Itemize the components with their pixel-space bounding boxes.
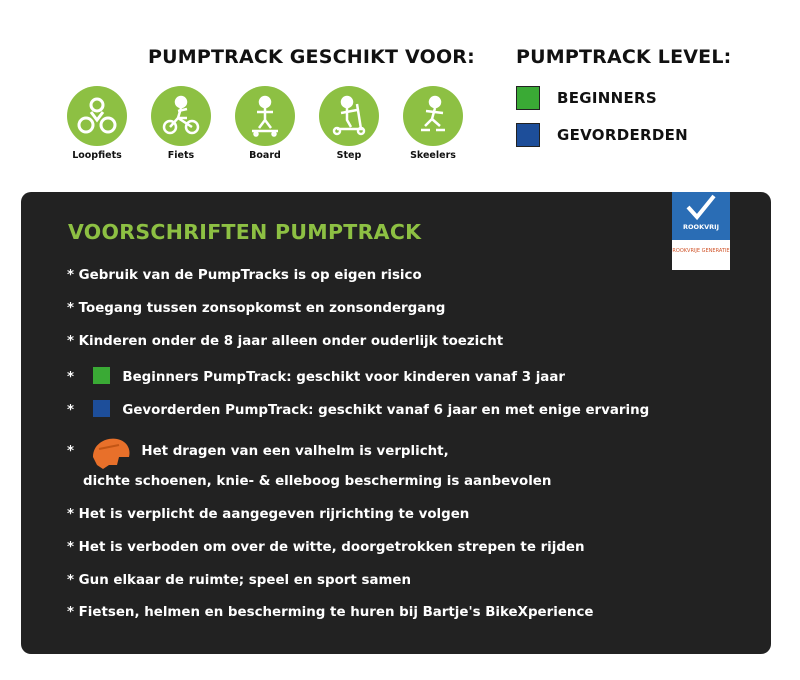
rules-panel — [21, 192, 771, 654]
badge-sub: ROOKVRIJE GENERATIE — [672, 248, 730, 254]
suit-item-loopfiets — [65, 86, 129, 161]
rule-asterisk: * — [67, 444, 75, 459]
level-label: GEVORDERDEN — [557, 126, 689, 144]
rule-item-beginners — [67, 367, 565, 385]
suitable-title: PUMPTRACK GESCHIKT VOOR: — [148, 46, 475, 68]
bicycle-icon — [151, 86, 211, 146]
rule-text: Het dragen van een valhelm is verplicht, — [141, 444, 449, 459]
rule-item: * Fietsen, helmen en bescherming te huren bij Bartje's BikeXperience — [67, 605, 594, 620]
inline-skates-icon — [403, 86, 463, 146]
suit-item-skeelers — [401, 86, 465, 161]
suit-label: Step — [336, 150, 362, 161]
rule-item-helmet — [67, 435, 449, 473]
suit-label: Loopfiets — [72, 150, 122, 161]
checkmark-icon — [684, 192, 718, 222]
blue-swatch — [516, 123, 540, 147]
green-swatch — [93, 367, 110, 384]
level-item-beginners — [516, 86, 657, 110]
rule-text: Beginners PumpTrack: geschikt voor kinderen vanaf 3 jaar — [122, 370, 565, 385]
rule-item: * Het is verboden om over de witte, doorgetrokken strepen te rijden — [67, 540, 585, 555]
level-item-gevorderden — [516, 123, 688, 147]
suit-item-fiets — [149, 86, 213, 161]
rule-item: * Gun elkaar de ruimte; speel en sport samen — [67, 573, 412, 588]
rule-item: * Kinderen onder de 8 jaar alleen onder ouderlijk toezicht — [67, 334, 504, 349]
rule-text: Gevorderden PumpTrack: geschikt vanaf 6 jaar en met enige ervaring — [122, 403, 650, 418]
balance-bike-icon — [67, 86, 127, 146]
panel-title: VOORSCHRIFTEN PUMPTRACK — [68, 220, 422, 244]
skateboard-icon — [235, 86, 295, 146]
rule-item-continued: dichte schoenen, knie- & elleboog bescherming is aanbevolen — [83, 474, 552, 489]
suit-item-step — [317, 86, 381, 161]
rule-asterisk: * — [67, 370, 75, 385]
green-swatch — [516, 86, 540, 110]
helmet-icon — [89, 435, 133, 473]
rule-asterisk: * — [67, 403, 75, 418]
suit-item-board — [233, 86, 297, 161]
suit-label: Skeelers — [410, 150, 456, 161]
level-title: PUMPTRACK LEVEL: — [516, 46, 732, 68]
rule-item: * Het is verplicht de aangegeven rijrichting te volgen — [67, 507, 470, 522]
blue-swatch — [93, 400, 110, 417]
scooter-icon — [319, 86, 379, 146]
rule-item: * Toegang tussen zonsopkomst en zonsondergang — [67, 301, 446, 316]
level-label: BEGINNERS — [557, 89, 657, 107]
rookvrij-badge — [672, 192, 730, 270]
suit-label: Fiets — [167, 150, 195, 161]
badge-label: ROOKVRIJ — [683, 223, 719, 231]
rule-item-gevorderden — [67, 400, 649, 418]
rule-item: * Gebruik van de PumpTracks is op eigen risico — [67, 268, 422, 283]
suit-label: Board — [249, 150, 281, 161]
